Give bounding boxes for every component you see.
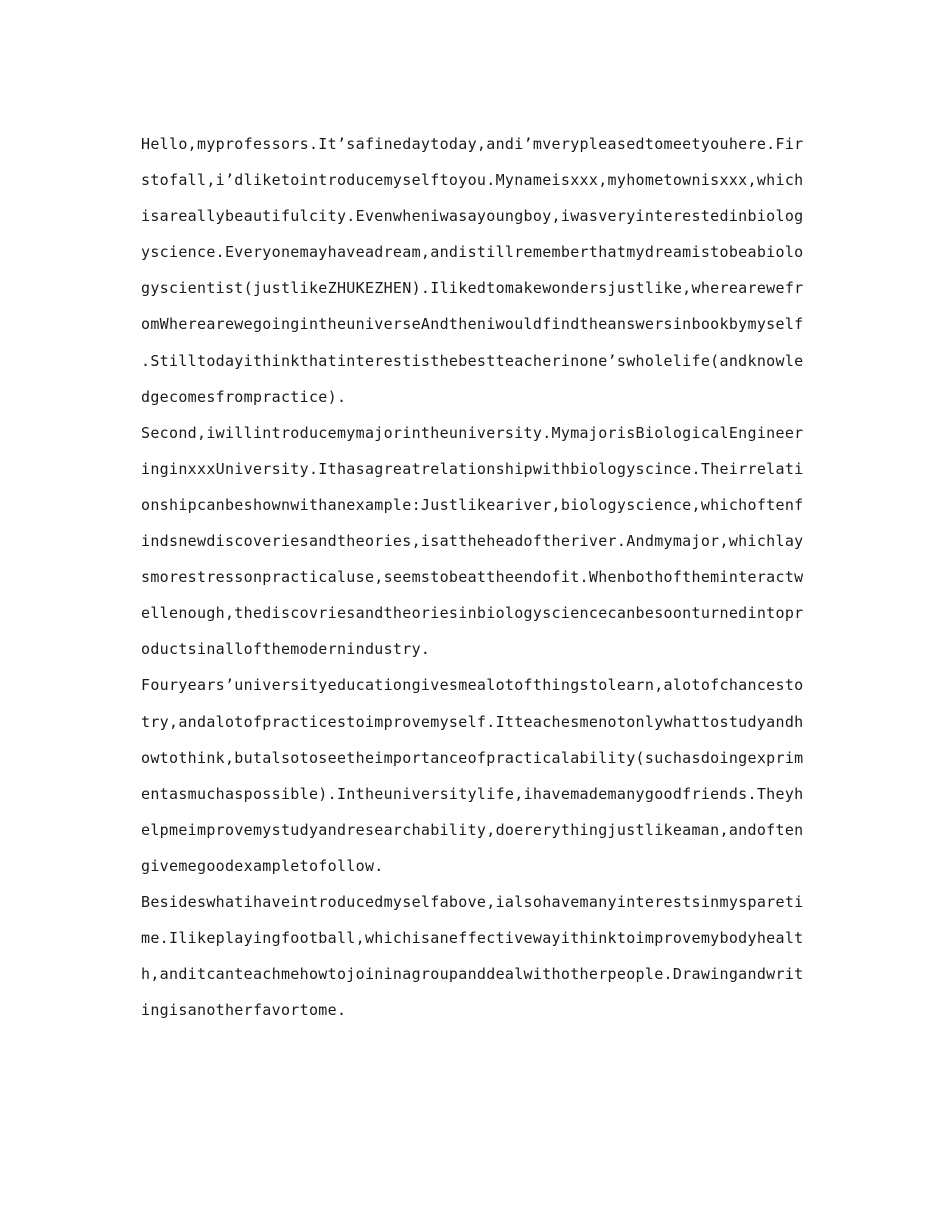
text-line: ingisanotherfavortome. <box>141 1001 347 1020</box>
text-line: Besideswhatihaveintroducedmyselfabove,ialsohavemanyinterestsinmyspareti <box>141 892 803 911</box>
text-line: onshipcanbeshownwithanexample:Justlikeariver,biologyscience,whichoftenf <box>141 495 803 514</box>
text-line: indsnewdiscoveriesandtheories,isattheheadoftheriver.Andmymajor,whichlay <box>141 532 803 551</box>
text-line: oductsinallofthemodernindustry. <box>141 640 431 659</box>
text-line: entasmuchaspossible).Intheuniversitylife,ihavemademanygoodfriends.Theyh <box>141 784 803 803</box>
text-line: inginxxxUniversity.Ithasagreatrelationshipwithbiologyscince.Theirrelati <box>141 459 803 478</box>
text-line: gyscientist(justlikeZHUKEZHEN).Ilikedtomakewondersjustlike,wherearewefr <box>141 279 803 298</box>
text-line: isareallybeautifulcity.Evenwheniwasayoungboy,iwasveryinterestedinbiolog <box>141 207 803 226</box>
text-line: owtothink,butalsotoseetheimportanceofpracticalability(suchasdoingexprim <box>141 748 803 767</box>
essay-text <box>141 126 803 1028</box>
text-line: stofall,i’dliketointroducemyselftoyou.Mynameisxxx,myhometownisxxx,which <box>141 171 803 190</box>
text-line: yscience.Everyonemayhaveadream,andistillrememberthatmydreamistobeabiolo <box>141 243 803 262</box>
text-line: Fouryears’universityeducationgivesmealotofthingstolearn,alotofchancesto <box>141 676 803 695</box>
text-line: givemegoodexampletofollow. <box>141 856 384 875</box>
text-line: Hello,myprofessors.It’safinedaytoday,andi’mverypleasedtomeetyouhere.Fir <box>141 135 803 153</box>
text-line: .Stilltodayithinkthatinterestisthebestteacherinone’swholelife(andknowle <box>141 351 803 370</box>
text-line: me.Ilikeplayingfootball,whichisaneffectivewayithinktoimprovemybodyhealt <box>141 929 803 948</box>
text-line: h,anditcanteachmehowtojoininagroupanddealwithotherpeople.Drawingandwrit <box>141 965 803 984</box>
text-line: omWherearewegoingintheuniverseAndtheniwouldfindtheanswersinbookbymyself <box>141 315 803 334</box>
text-line: try,andalotofpracticestoimprovemyself.Itteachesmenotonlywhattostudyandh <box>141 712 803 731</box>
text-line: smorestressonpracticaluse,seemstobeattheendofit.Whenbothoftheminteractw <box>141 568 803 587</box>
text-line: elpmeimprovemystudyandresearchability,doererythingjustlikeaman,andoften <box>141 820 803 839</box>
text-line: Second,iwillintroducemymajorintheuniversity.MymajorisBiologicalEngineer <box>141 423 803 442</box>
text-line: dgecomesfrompractice). <box>141 387 347 406</box>
text-line: ellenough,thediscovriesandtheoriesinbiologysciencecanbesoonturnedintopr <box>141 604 803 623</box>
